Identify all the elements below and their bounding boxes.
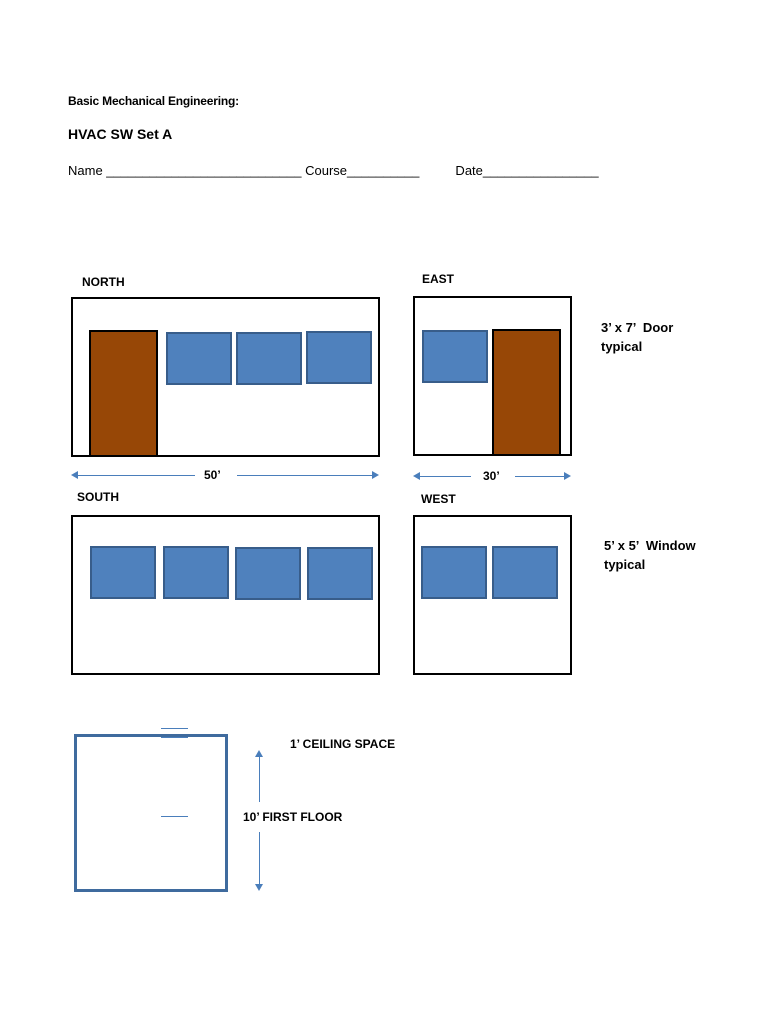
window-typical-note: 5’ x 5’ Window typical	[604, 538, 696, 572]
ceiling-tick	[161, 737, 188, 738]
north-elevation	[71, 297, 380, 457]
width-dimension: 30’	[483, 469, 500, 483]
dimension-line	[515, 476, 565, 477]
mid-tick	[161, 816, 188, 817]
building-section	[74, 734, 228, 892]
west-label: WEST	[421, 492, 456, 506]
dimension-arrow-right	[372, 471, 379, 479]
south-window-1	[90, 546, 156, 599]
ceiling-space-label: 1’ CEILING SPACE	[290, 737, 396, 751]
dimension-line	[237, 475, 373, 476]
west-window-2	[492, 546, 558, 599]
south-window-2	[163, 546, 229, 599]
first-floor-label: 10’ FIRST FLOOR	[243, 810, 343, 824]
south-label: SOUTH	[77, 490, 119, 504]
dimension-line	[419, 476, 471, 477]
south-window-3	[235, 547, 301, 600]
east-door	[492, 329, 561, 456]
west-window-1	[421, 546, 487, 599]
east-label: EAST	[422, 272, 455, 286]
name-course-date-line: Name ___________________________ Course__________ Date________________	[68, 163, 599, 178]
height-line	[259, 832, 260, 885]
south-elevation	[71, 515, 380, 675]
dimension-line	[77, 475, 195, 476]
height-arrow-down	[255, 884, 263, 891]
west-elevation	[413, 515, 572, 675]
north-window-3	[306, 331, 372, 384]
north-door	[89, 330, 158, 457]
east-window	[422, 330, 488, 383]
subject-heading: Basic Mechanical Engineering:	[68, 94, 239, 108]
north-window-1	[166, 332, 232, 385]
south-window-4	[307, 547, 373, 600]
worksheet-title: HVAC SW Set A	[68, 126, 173, 142]
height-line	[259, 756, 260, 802]
north-label: NORTH	[82, 275, 125, 289]
dimension-arrow-right	[564, 472, 571, 480]
door-typical-note: 3’ x 7’ Door typical	[601, 320, 674, 354]
east-elevation	[413, 296, 572, 456]
length-dimension: 50’	[204, 468, 221, 482]
ceiling-tick	[161, 728, 188, 729]
north-window-2	[236, 332, 302, 385]
